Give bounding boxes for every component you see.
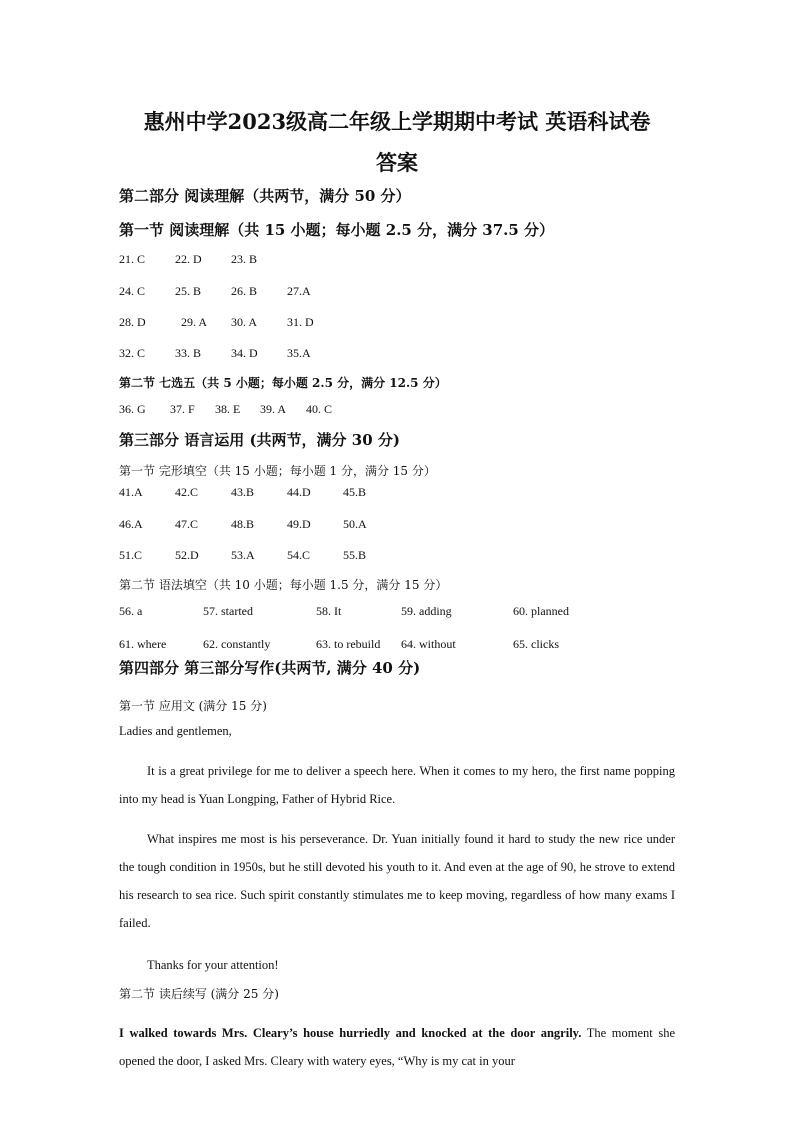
answer-row <box>119 252 257 267</box>
part4-heading: 第四部分 第三部分写作(共两节, 满分 40 分) <box>119 659 421 677</box>
answer-item: 62. constantly <box>203 637 271 651</box>
answer-item: 57. started <box>203 604 253 618</box>
answer-row <box>119 517 367 532</box>
answer-item: 21. C <box>119 252 146 266</box>
answer-item: 61. where <box>119 637 167 651</box>
letter-greeting: Ladies and gentlemen, <box>119 724 232 738</box>
answer-row <box>119 485 366 500</box>
answer-item: 42.C <box>175 485 199 499</box>
answer-item: 40. C <box>306 402 333 416</box>
answer-item: 30. A <box>231 315 258 329</box>
answer-item: 28. D <box>119 315 146 329</box>
continuation-lead-rest: The moment she opened the door, I asked Mrs. Cleary with watery eyes, “Why is my cat in your <box>119 1026 675 1068</box>
continuation-paragraph <box>119 1019 675 1075</box>
answer-item: 34. D <box>231 346 258 360</box>
document-title: 惠州中学2023级高二年级上学期期中考试 英语科试卷 <box>143 109 651 134</box>
answer-item: 65. clicks <box>513 637 559 651</box>
answer-item: 36. G <box>119 402 146 416</box>
answer-item: 49.D <box>287 517 311 531</box>
answer-item: 22. D <box>175 252 202 266</box>
answer-item: 54.C <box>287 548 311 562</box>
part2-section1-heading: 第一节 阅读理解（共 15 小题；每小题 2.5 分，满分 37.5 分） <box>119 221 555 239</box>
answer-item: 31. D <box>287 315 314 329</box>
answer-item: 33. B <box>175 346 202 360</box>
answer-item: 45.B <box>343 485 367 499</box>
answer-item: 56. a <box>119 604 143 618</box>
answer-item: 55.B <box>343 548 367 562</box>
answer-item: 50.A <box>343 517 367 531</box>
answer-item: 39. A <box>260 402 287 416</box>
answer-item: 53.A <box>231 548 255 562</box>
answer-item: 35.A <box>287 346 311 360</box>
answer-item: 37. F <box>170 402 195 416</box>
answer-item: 44.D <box>287 485 311 499</box>
part4-section2-heading: 第二节 读后续写 (满分 25 分) <box>119 987 279 1001</box>
answer-row <box>119 402 332 417</box>
answer-item: 46.A <box>119 517 143 531</box>
answer-item: 58. It <box>316 604 342 618</box>
answer-row <box>119 604 569 619</box>
part2-heading: 第二部分 阅读理解（共两节，满分 50 分） <box>119 187 411 205</box>
part3-heading: 第三部分 语言运用 (共两节，满分 30 分) <box>119 431 400 449</box>
answer-item: 27.A <box>287 284 311 298</box>
answer-item: 48.B <box>231 517 255 531</box>
letter-paragraph: Thanks for your attention! <box>147 958 279 972</box>
answer-item: 25. B <box>175 284 202 298</box>
part2-section2-heading: 第二节 七选五（共 5 小题；每小题 2.5 分，满分 12.5 分） <box>119 376 447 390</box>
part3-section2-heading: 第二节 语法填空（共 10 小题；每小题 1.5 分，满分 15 分） <box>119 578 448 592</box>
part3-section1-heading: 第一节 完形填空（共 15 小题；每小题 1 分，满分 15 分） <box>119 464 436 478</box>
part4-section1-heading: 第一节 应用文 (满分 15 分) <box>119 699 267 713</box>
answer-item: 23. B <box>231 252 258 266</box>
answer-row <box>119 284 311 299</box>
answer-item: 41.A <box>119 485 143 499</box>
answer-item: 52.D <box>175 548 199 562</box>
answer-item: 38. E <box>215 402 241 416</box>
answer-item: 43.B <box>231 485 255 499</box>
answer-row <box>119 346 311 361</box>
answer-item: 32. C <box>119 346 146 360</box>
answer-item: 51.C <box>119 548 143 562</box>
answer-row <box>119 637 559 652</box>
document-subtitle: 答案 <box>376 150 418 175</box>
answer-item: 26. B <box>231 284 258 298</box>
answer-row <box>119 315 314 330</box>
continuation-lead-bold: I walked towards Mrs. Cleary’s house hurriedly and knocked at the door angrily. <box>119 1026 582 1040</box>
letter-paragraph: It is a great privilege for me to deliver a speech here. When it comes to my hero, the first name popping into my head is Yuan Longping, Father of Hybrid Rice. <box>119 764 675 806</box>
answer-item: 24. C <box>119 284 146 298</box>
answer-row <box>119 548 366 563</box>
answer-item: 63. to rebuild <box>316 637 381 651</box>
answer-item: 60. planned <box>513 604 569 618</box>
letter-paragraph: What inspires me most is his perseverance. Dr. Yuan initially found it hard to study the new rice under the tough condition in 1950s, but he still devoted his youth to it. And even at the age of 90, he strove to extend his research to sea rice. Such spirit constantly stimulates me to keep moving, regardless of how many exams I failed. <box>119 832 675 930</box>
answer-item: 47.C <box>175 517 199 531</box>
answer-item: 59. adding <box>401 604 452 618</box>
answer-item: 29. A <box>181 315 208 329</box>
answer-item: 64. without <box>401 637 456 651</box>
